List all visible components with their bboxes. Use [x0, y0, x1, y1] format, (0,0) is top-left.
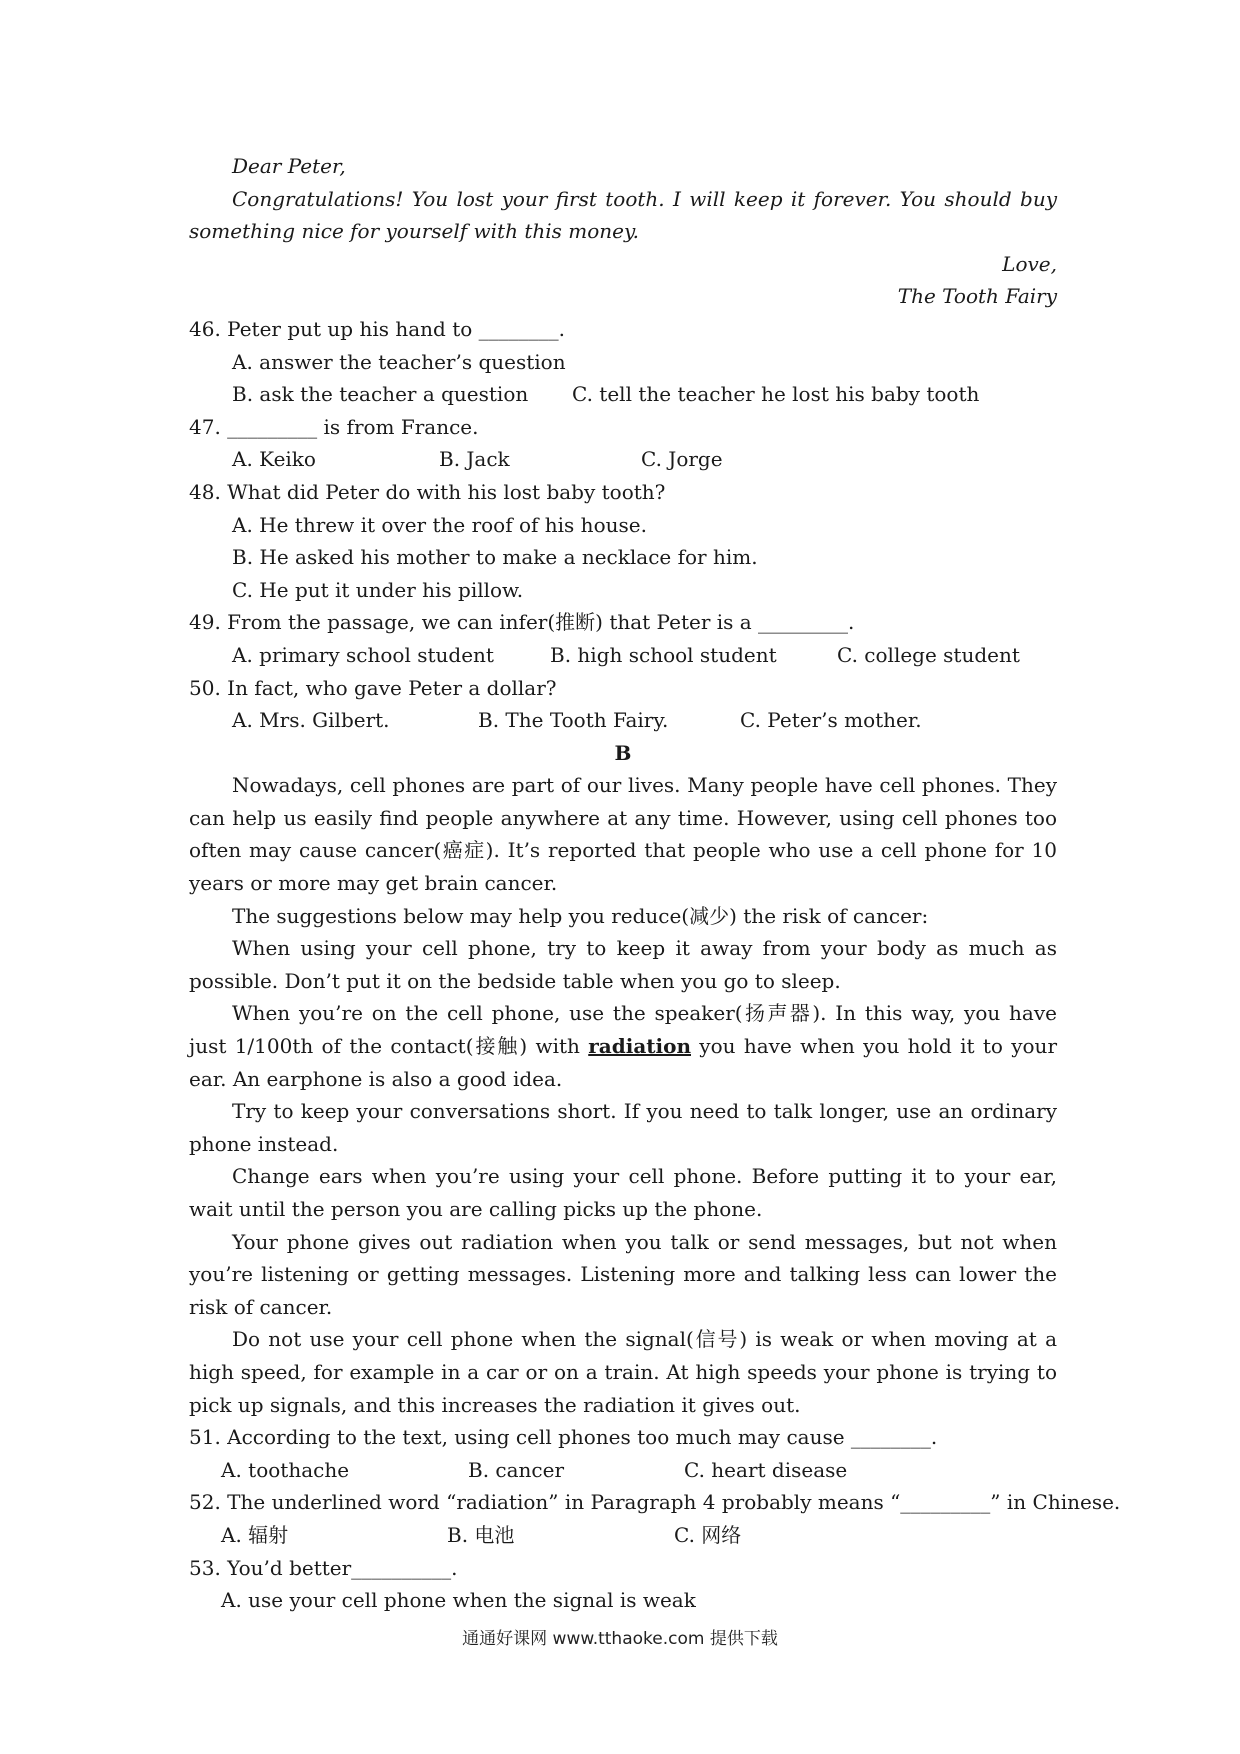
question-52: 52. The underlined word “radiation” in Paragraph 4 probably means “_________” in Chinese.: [189, 1490, 1121, 1515]
option-51-c: C. heart disease: [684, 1457, 848, 1482]
question-50: 50. In fact, who gave Peter a dollar?: [189, 675, 557, 700]
option-50-a: A. Mrs. Gilbert.: [232, 708, 390, 733]
letter-closing: Love,: [1002, 251, 1057, 276]
question-46: 46. Peter put up his hand to ________.: [189, 316, 566, 341]
option-47-c: C. Jorge: [641, 447, 723, 472]
option-51-a: A. toothache: [221, 1457, 350, 1482]
option-47-b: B. Jack: [439, 447, 510, 472]
question-50-options: [189, 704, 1057, 737]
question-51: 51. According to the text, using cell phones too much may cause ________.: [189, 1425, 938, 1450]
option-49-c: C. college student: [837, 642, 1020, 667]
option-51-b: B. cancer: [468, 1457, 565, 1482]
page-footer: 通通好课网 www.tthaoke.com 提供下载: [462, 1629, 778, 1649]
passage-b-paragraph-4: [189, 997, 1057, 1095]
passage-b-paragraph-7: Your phone gives out radiation when you talk or send messages, but not when you’re listening or getting messages. Listening more and talking less can lower the risk of cancer.: [189, 1229, 1057, 1319]
option-49-a: A. primary school student: [232, 642, 494, 667]
option-47-a: A. Keiko: [232, 447, 316, 472]
option-46-c: C. tell the teacher he lost his baby tooth: [572, 382, 980, 407]
letter-body: Congratulations! You lost your first tooth. I will keep it forever. You should buy something nice for yourself with this money.: [189, 186, 1057, 244]
option-50-b: B. The Tooth Fairy.: [478, 708, 669, 733]
question-52-options: [189, 1519, 1057, 1552]
option-46-a: A. answer the teacher’s question: [232, 349, 566, 374]
question-46-options-row1: [189, 346, 1057, 379]
option-48-b: B. He asked his mother to make a necklace for him.: [232, 545, 758, 570]
page-content: [189, 150, 1121, 1617]
passage-b-paragraph-5: Try to keep your conversations short. If you need to talk longer, use an ordinary phone instead.: [189, 1099, 1057, 1156]
option-48-c: C. He put it under his pillow.: [232, 577, 524, 602]
option-46-b: B. ask the teacher a question: [232, 382, 529, 407]
passage-b-paragraph-6: Change ears when you’re using your cell phone. Before putting it to your ear, wait until the person you are calling picks up the phone.: [189, 1164, 1057, 1221]
passage-b-paragraph-1: Nowadays, cell phones are part of our lives. Many people have cell phones. They can help us easily find people anywhere at any time. However, using cell phones too often may cause cancer(癌症). It’s reported that people who use a cell phone for 10 years or more may get brain cancer.: [189, 773, 1057, 896]
option-50-c: C. Peter’s mother.: [740, 708, 922, 733]
paragraph-4-text-before: When you’re on the cell phone, use the speaker(扬声器). In this way, you have just 1/100th of the contact(接触) with: [189, 1001, 1057, 1059]
question-46-options-row2: [189, 378, 1057, 411]
option-52-a: A. 辐射: [221, 1522, 289, 1547]
question-49: 49. From the passage, we can infer(推断) that Peter is a _________.: [189, 610, 855, 635]
question-47: 47. _________ is from France.: [189, 414, 479, 439]
question-51-options: [189, 1454, 1057, 1487]
question-49-options: [189, 639, 1057, 672]
letter-salutation: Dear Peter,: [232, 154, 346, 178]
question-48: 48. What did Peter do with his lost baby tooth?: [189, 479, 666, 504]
passage-b-paragraph-8: Do not use your cell phone when the signal(信号) is weak or when moving at a high speed, for example in a car or on a train. At high speeds your phone is trying to pick up signals, and this increases the radiation it gives out.: [189, 1327, 1057, 1417]
option-52-b: B. 电池: [447, 1522, 515, 1547]
question-53: 53. You’d better__________.: [189, 1555, 458, 1580]
paragraph-4-text-after: you have when you hold it to your ear. An earphone is also a good idea.: [189, 1034, 1058, 1091]
option-48-a: A. He threw it over the roof of his house.: [232, 512, 647, 537]
question-47-options: [189, 443, 1057, 476]
option-49-b: B. high school student: [550, 642, 777, 667]
section-heading-b: B: [614, 740, 632, 765]
letter-signature: The Tooth Fairy: [897, 284, 1057, 309]
underlined-word-radiation: radiation: [588, 1034, 691, 1059]
option-53-a: A. use your cell phone when the signal is weak: [221, 1588, 696, 1613]
passage-b-paragraph-2: The suggestions below may help you reduce(减少) the risk of cancer:: [232, 903, 929, 928]
passage-b-paragraph-3: When using your cell phone, try to keep it away from your body as much as possible. Don’t put it on the bedside table when you go to sleep.: [189, 936, 1057, 993]
option-52-c: C. 网络: [674, 1522, 742, 1547]
